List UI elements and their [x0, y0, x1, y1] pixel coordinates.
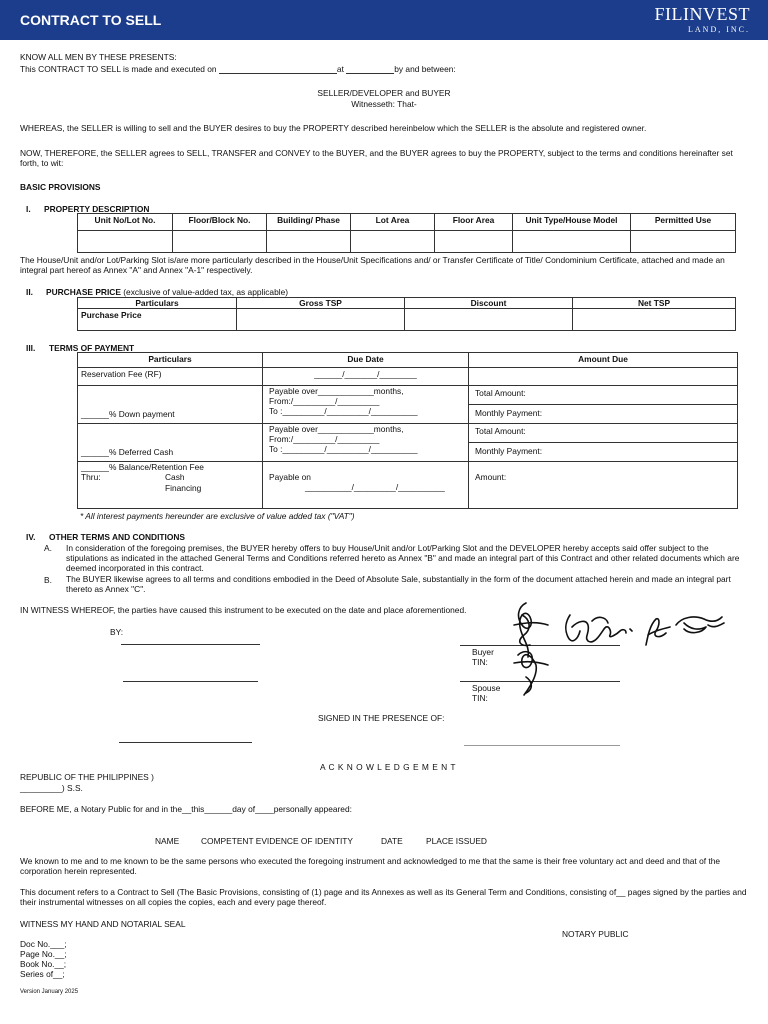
ack-col-date: DATE	[381, 836, 403, 846]
payment-row-deferred: ______% Deferred Cash Payable over____________months, From:/_________/_________ To :_________/_________/__________ Total Amount: Monthly Payment:	[78, 424, 738, 462]
property-col-unit-type: Unit Type/House Model	[513, 214, 631, 231]
price-col-discount: Discount	[405, 298, 573, 309]
page-no: Page No.__;	[20, 949, 67, 959]
price-row	[78, 309, 736, 331]
intro-line1: KNOW ALL MEN BY THESE PRESENTS:	[20, 52, 177, 62]
doc-no: Doc No.___;	[20, 939, 67, 949]
spouse-tin: TIN:	[472, 693, 488, 703]
property-col-unit: Unit No/Lot No.	[78, 214, 173, 231]
ack-col-evidence: COMPETENT EVIDENCE OF IDENTITY	[201, 836, 354, 846]
handwritten-signatures	[508, 595, 733, 715]
clause-b-label: B.	[44, 575, 52, 585]
vat-note: * All interest payments hereunder are exclusive of value added tax ("VAT")	[80, 511, 355, 521]
payment-terms-table	[77, 352, 738, 509]
section2-subtitle: (exclusive of value-added tax, as applicable)	[123, 287, 289, 297]
by-label: BY:	[110, 627, 124, 637]
intro-line2: This CONTRACT TO SELL is made and executed on at by and between:	[20, 64, 456, 74]
ss-line: _________) S.S.	[20, 783, 83, 793]
purchase-price-table	[77, 297, 736, 331]
seller-signature-line	[121, 644, 260, 645]
clause-a-text: In consideration of the foregoing premises, the BUYER hereby offers to buy House/Unit and/or Lot/Parking Slot and the DEVELOPER hereby accepts said offer subject to the stipulations as indicated in the attached General Terms and Conditions referred hereto as Annex "B" and made an integral part of this Contract and other related documents which are deemed incorporated in this contract.	[66, 543, 740, 574]
ack-col-place: PLACE ISSUED	[426, 836, 487, 846]
known-paragraph: We known to me and to me known to be the same persons who executed the foregoing instrument and acknowledged to me that the same is their free voluntary act and deed and that of the corporation herein represented.	[20, 856, 721, 877]
basic-provisions-heading: BASIC PROVISIONS	[20, 182, 101, 192]
payment-row-balance: ______% Balance/Retention Fee Thru: Cash Financing Payable on __________/_________/__________ Amount:	[78, 462, 738, 509]
parties-line: SELLER/DEVELOPER and BUYER	[317, 88, 451, 98]
price-row-label: Purchase Price	[78, 309, 237, 331]
section3-title: TERMS OF PAYMENT	[49, 343, 135, 353]
payment-col-amount: Amount Due	[469, 353, 738, 368]
book-no: Book No.__;	[20, 959, 67, 969]
property-col-building: Building/ Phase	[267, 214, 351, 231]
witness-text: IN WITNESS WHEREOF, the parties have caused this instrument to be executed on the date and place aforementioned.	[20, 605, 467, 615]
payment-row-reservation: Reservation Fee (RF) ______/_______/________	[78, 368, 738, 386]
payment-col-due-date: Due Date	[263, 353, 469, 368]
clause-a-label: A.	[44, 543, 52, 553]
series-of: Series of__;	[20, 969, 65, 979]
brand-name: FILINVEST	[654, 4, 750, 24]
section2-title: PURCHASE PRICE	[46, 287, 121, 297]
property-table	[77, 213, 736, 253]
header-bar	[0, 0, 768, 40]
signed-presence-label: SIGNED IN THE PRESENCE OF:	[318, 713, 445, 723]
section1-title: PROPERTY DESCRIPTION	[44, 204, 150, 214]
section4-number: IV.	[26, 532, 36, 542]
ack-col-name: NAME	[155, 836, 180, 846]
witness-line-2	[464, 745, 620, 746]
brand-sub: LAND, INC.	[688, 24, 750, 34]
witness-line-1	[119, 742, 252, 743]
property-col-permitted-use: Permitted Use	[631, 214, 736, 231]
seller-signature-line-2	[123, 681, 258, 682]
property-note: The House/Unit and/or Lot/Parking Slot is/are more particularly described in the House/Unit Specifications and/ or Transfer Certificate of Title/ Condominium Certificate, attached and made an integral part hereof as Annex "A" and Annex "A-1" respectively.	[20, 255, 725, 276]
property-col-lot-area: Lot Area	[351, 214, 435, 231]
clause-b-text: The BUYER likewise agrees to all terms and conditions embodied in the Deed of Absolute Sale, substantially in the form of the document attached herein and made an integral part thereto as Annex "C".	[66, 574, 731, 595]
brand-logo	[655, 4, 751, 34]
property-col-floor: Floor/Block No.	[173, 214, 267, 231]
whereas-clause: WHEREAS, the SELLER is willing to sell and the BUYER desires to buy the PROPERTY described hereinbelow which the SELLER is the absolute and registered owner.	[20, 123, 647, 133]
now-therefore-clause: NOW, THEREFORE, the SELLER agrees to SELL, TRANSFER and CONVEY to the BUYER, and the BUYER agrees to buy the PROPERTY, subject to the terms and conditions hereinafter set forth, to wit:	[20, 148, 733, 169]
section1-number: I.	[26, 204, 31, 214]
republic-line: REPUBLIC OF THE PHILIPPINES )	[20, 772, 154, 782]
before-me-line: BEFORE ME, a Notary Public for and in the__this______day of____personally appeared:	[20, 804, 352, 814]
buyer-tin: TIN:	[472, 657, 488, 667]
buyer-label: Buyer	[472, 647, 494, 657]
price-col-net: Net TSP	[573, 298, 736, 309]
version-label: Version January 2025	[20, 989, 79, 995]
acknowledgement-title: A C K N O W L E D G E M E N T	[320, 762, 456, 772]
spouse-label: Spouse	[472, 683, 501, 693]
document-title: CONTRACT TO SELL	[20, 12, 162, 28]
witnesseth-line: Witnesseth: That-	[351, 99, 417, 109]
price-col-gross: Gross TSP	[237, 298, 405, 309]
section2-title-line	[46, 287, 288, 297]
notary-public-label: NOTARY PUBLIC	[562, 929, 629, 939]
property-row	[78, 231, 736, 253]
price-col-particulars: Particulars	[78, 298, 237, 309]
refers-paragraph: This document refers to a Contract to Sell (The Basic Provisions, consisting of (1) page and its Annexes as well as its General Term and Conditions, consisting of__ pages signed by the parties and their instrumental witnesses on all copies the copies, each and every page thereof.	[20, 887, 747, 908]
property-col-floor-area: Floor Area	[435, 214, 513, 231]
payment-col-particulars: Particulars	[78, 353, 263, 368]
witness-hand-line: WITNESS MY HAND AND NOTARIAL SEAL	[20, 919, 186, 929]
section4-title: OTHER TERMS AND CONDITIONS	[49, 532, 186, 542]
payment-row-downpayment: ______% Down payment Payable over____________months, From:/_________/_________ To :_________/_________/__________ Total Amount: Monthly Payment:	[78, 386, 738, 424]
section2-number: II.	[26, 287, 33, 297]
section3-number: III.	[26, 343, 36, 353]
